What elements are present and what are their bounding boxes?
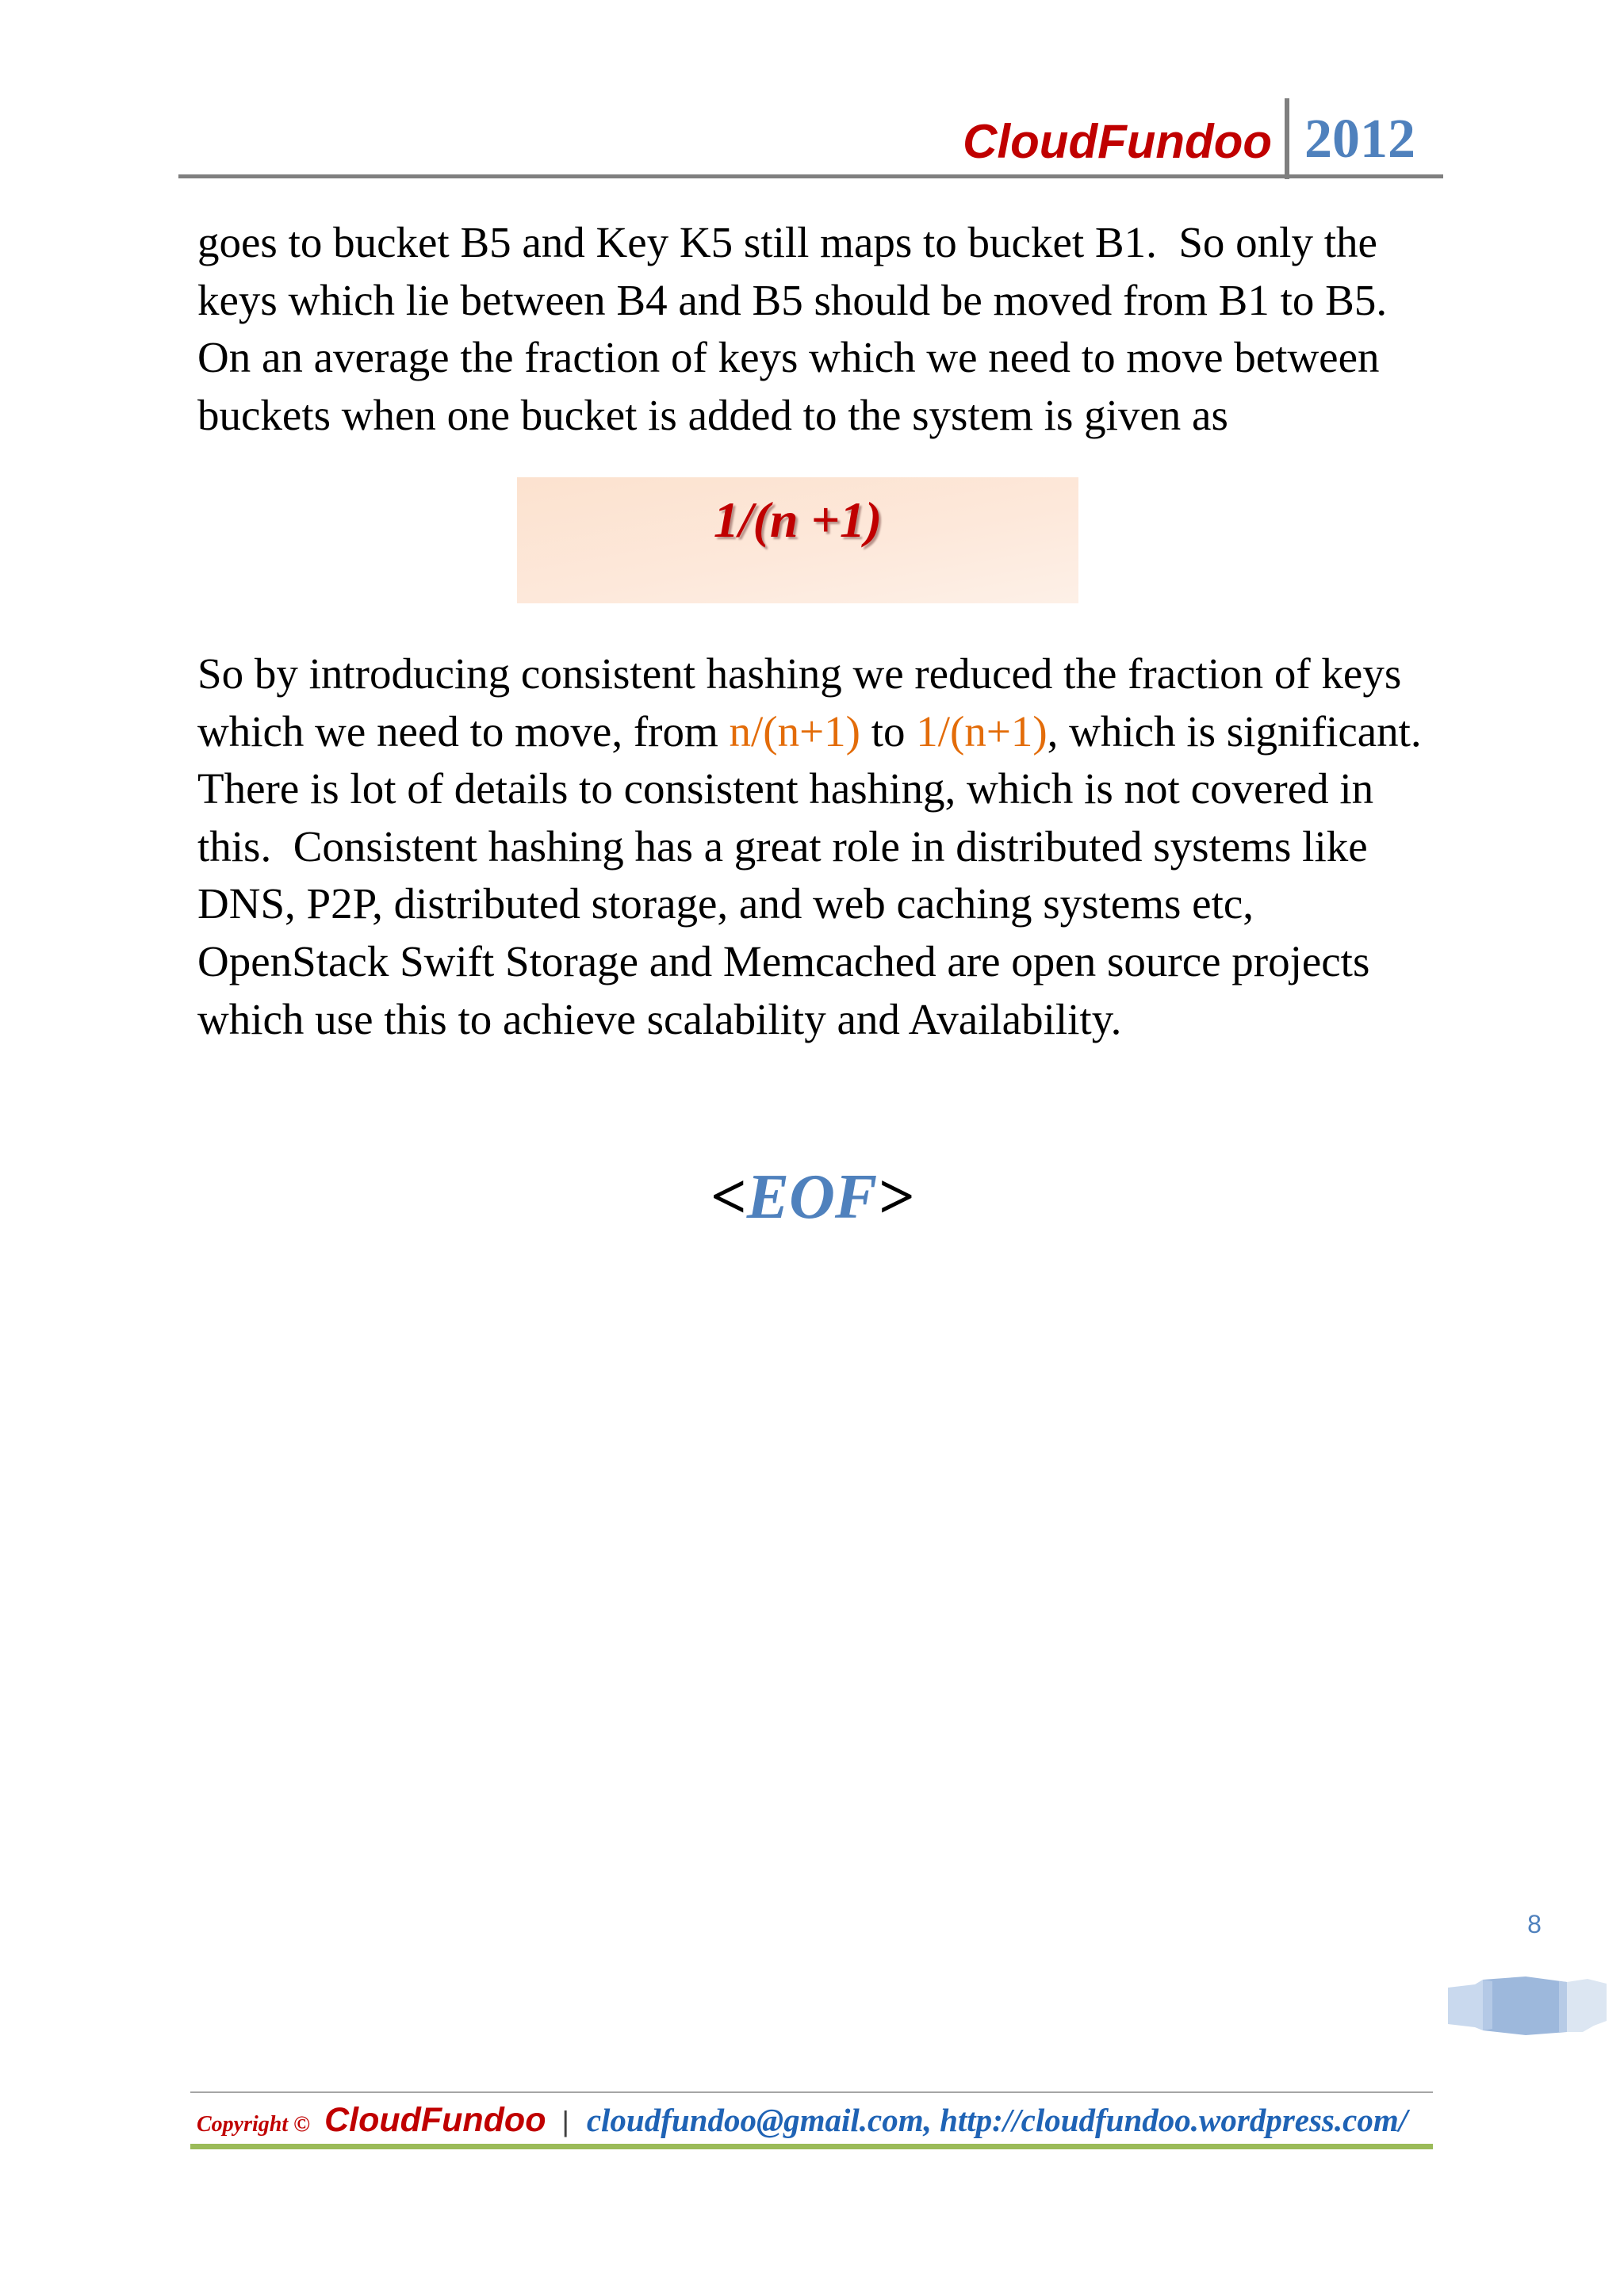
paragraph-line: buckets when one bucket is added to the system is given as [197,390,1228,439]
formula-text: 1/(n +1) [713,492,883,548]
header-rule [178,174,1443,178]
footer-separator: | [561,2105,569,2137]
page-number: 8 [1527,1910,1542,1938]
paragraph-line-with-fractions [197,703,1422,761]
paragraph-2 [197,645,1422,1048]
paragraph-line: goes to bucket B5 and Key K5 still maps to bucket B1. So only the [197,218,1377,266]
header-brand-title: CloudFundoo [963,115,1272,168]
footer-copyright: Copyright © [197,2112,311,2137]
eof-open-bracket: < [710,1162,747,1232]
eof-close-bracket: > [877,1162,914,1232]
ribbon-icon [1448,1975,1607,2037]
header-vertical-divider [1285,98,1289,179]
paragraph-line: On an average the fraction of keys which we need to move between [197,333,1380,382]
new-fraction-highlight: 1/(n+1) [916,706,1048,756]
ribbon-fold-shade [1559,1981,1567,2032]
paragraph-line: OpenStack Swift Storage and Memcached are open source projects [197,936,1370,985]
paragraph-line: keys which lie between B4 and B5 should be moved from B1 to B5. [197,275,1388,324]
eof-marker [0,1162,1624,1232]
ribbon-right-flap [1567,1979,1607,2032]
paragraph-1 [197,214,1387,444]
eof-label: EOF [746,1162,878,1232]
old-fraction-highlight: n/(n+1) [729,706,860,756]
text-segment: to [860,706,917,756]
paragraph-line: There is lot of details to consistent hashing, which is not covered in [197,764,1374,813]
footer-brand: CloudFundoo [324,2101,546,2139]
text-segment: , which is significant. [1047,706,1422,756]
footer-green-rule [190,2144,1433,2149]
footer-contact-links: cloudfundoo@gmail.com, http://cloudfundoo.wordpress.com/ [586,2102,1408,2138]
ribbon-center-band [1483,1976,1567,2035]
paragraph-line: this. Consistent hashing has a great role in distributed systems like [197,821,1368,871]
ribbon-left-flap [1448,1980,1483,2030]
paragraph-line: So by introducing consistent hashing we reduced the fraction of keys [197,649,1402,698]
formula-highlight-box [517,477,1078,603]
paragraph-line: which use this to achieve scalability and Availability. [197,994,1122,1043]
page-ribbon-decoration [1448,1975,1607,2037]
header-year: 2012 [1304,109,1415,170]
ribbon-fold-shade [1483,1980,1492,2030]
footer [197,2100,1408,2145]
footer-top-rule [190,2091,1433,2093]
paragraph-line: DNS, P2P, distributed storage, and web caching systems etc, [197,879,1254,928]
text-segment: which we need to move, from [197,706,730,756]
